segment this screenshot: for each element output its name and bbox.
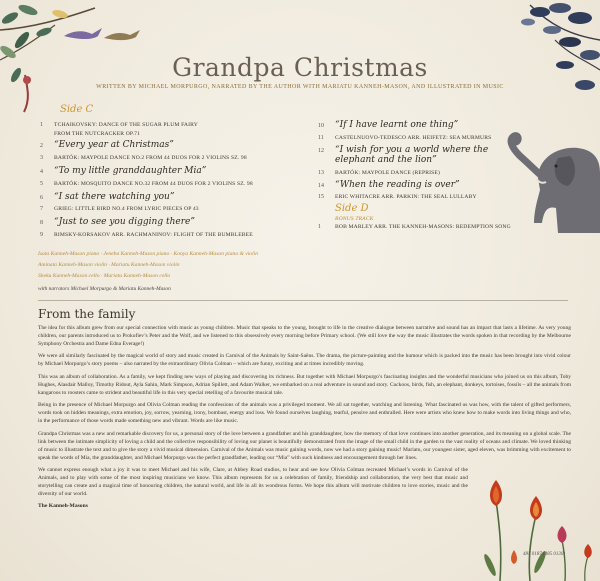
bird-icon [62, 24, 142, 46]
essay-paragraph: The idea for this album grew from our special connection with music as young children. Music that speaks to the young, brought to life in the creative dialogue between narrative and sound has an impact that lasts a lifetime. As very young children, our parents introduced us to Prokofiev’s Peter and the Wolf, and we listened to this obsessively every morning before Primary school. (We still love the way the music illustrates the words spoken in that recording by the Melbourne Symphony Orchestra and Dame Edna Everage!) [38, 325, 571, 347]
track-number: 3 [40, 155, 43, 161]
family-essay [38, 325, 571, 509]
section-divider [38, 300, 568, 301]
bonus-track-label: BONUS TRACK [335, 216, 374, 222]
performer-row: Isata Kanneh-Mason piano · Jeneba Kanneh-Mason piano · Konya Kanneh-Mason piano & violin [38, 251, 258, 257]
essay-paragraph: We were all similarly fascinated by the magical world of story and music created in Carnival of the Animals by Saint-Saëns. The drama, the picture-painting and the humour which is packed into the music has been brought into vivid colour by Michael Morpurgo’s story poems – also narrated by the extraordinary Olivia Colman – which are funny, exciting and at times incredibly moving. [38, 353, 571, 368]
track-title: “If I have learnt one thing” [335, 120, 459, 130]
track-c2 [40, 140, 174, 150]
track-number: 8 [40, 220, 43, 226]
narrators-note: with narrators Michael Morpurgo & Mariatu Kanneh-Mason [38, 286, 171, 292]
album-title: Grandpa Christmas [172, 53, 428, 82]
track-title: RIMSKY-KORSAKOV ARR. RACHMANINOV: FLIGHT OF THE BUMBLEBEE [54, 232, 253, 238]
track-c13 [318, 170, 440, 176]
track-number: 15 [318, 194, 324, 200]
track-number: 6 [40, 195, 43, 201]
side-c-label: Side C [60, 104, 94, 115]
performer-row: Aminata Kanneh-Mason violin · Mariatu Kanneh-Mason violin [38, 262, 180, 268]
track-number: 9 [40, 232, 43, 238]
performers-list [38, 251, 468, 284]
track-title: ERIC WHITACRE ARR. PARKIN: THE SEAL LULLABY [335, 194, 477, 200]
track-number: 1 [40, 122, 43, 128]
track-c7 [40, 206, 199, 212]
credits-line: WRITTEN BY MICHAEL MORPURGO, NARRATED BY THE AUTHOR WITH MARIATU KANNEH-MASON, AND ILLUSTRATED IN MUSIC [96, 84, 504, 90]
track-number: 10 [318, 123, 324, 129]
elephant [498, 118, 600, 233]
track-c9 [40, 232, 253, 238]
essay-paragraph: We cannot express enough what a joy it was to meet Michael and his wife, Clare, at Abbey Road studios, to hear and see how Olivia Colman recreated Michael’s words in Carnival of the Animals, and to play with some of the most inspiring musicians we know. This album represents for us a celebration of family, friendship and collaboration, the very best that music and storytelling can create and a magical time of honouring children, the natural world, and life in all its wondrous forms. We hope this album will motivate children to love stories, music and the diversity of our world. [38, 467, 468, 497]
catalogue-number: 485 0187 (485 0130) [523, 552, 566, 557]
track-c4 [40, 166, 206, 176]
track-c8 [40, 217, 195, 227]
track-c1 [40, 121, 214, 138]
track-title: BARTÓK: MAYPOLE DANCE (REPRISE) [335, 170, 440, 176]
track-number: 13 [318, 170, 324, 176]
track-title: “Every year at Christmas” [54, 140, 174, 150]
track-title: “I sat there watching you” [54, 192, 175, 202]
track-number: 12 [318, 148, 324, 154]
track-title: GRIEG: LITTLE BIRD NO.4 FROM LYRIC PIECES OP 43 [54, 206, 199, 212]
track-number: 2 [40, 143, 43, 149]
track-c6 [40, 192, 174, 202]
track-c5 [40, 181, 253, 187]
track-number: 14 [318, 183, 324, 189]
track-number: 4 [40, 169, 43, 175]
track-c3 [40, 155, 247, 161]
track-title: BARTÓK: MOSQUITO DANCE NO.32 FROM 44 DUOS FOR 2 VIOLINS SZ. 98 [54, 181, 253, 187]
track-title: “When the reading is over” [335, 180, 460, 190]
side-d-label: Side D [335, 203, 369, 214]
track-title: “To my little granddaughter Mia” [54, 166, 207, 176]
track-c10 [318, 120, 458, 130]
track-title: TCHAIKOVSKY: DANCE OF THE SUGAR PLUM FAIRY FROM THE NUTCRACKER OP.71 [54, 122, 198, 137]
track-c14 [318, 180, 460, 190]
track-title: “I wish for you a world where the elephant and the lion” [335, 145, 489, 166]
track-number: 11 [318, 135, 324, 141]
essay-paragraph: This was an album of collaboration. As a family, we kept finding new ways of playing and discovering its richness. But together with Michael Morpurgo’s fascinating insights and the wonderful musicians who joined us on this album, Toby Hughes, Alasdair Malloy, Timothy Ridout, Ayla Sahin, Mark Simpson, Adrian Spillett, and Adam Walker, we embarked on a real adventure in sound and story. Cuckoos, birds, fish, an elephant, donkeys, tortoises, fossils – all the animals from kangaroos to roosters came to strident and beautiful life in this very special retelling of a favourite musical tale. [38, 373, 571, 396]
track-c12 [318, 145, 503, 166]
signoff: The Kanneh-Masons [38, 503, 88, 510]
track-d1 [318, 224, 511, 230]
track-number: 1 [318, 224, 321, 230]
track-c15 [318, 194, 477, 200]
track-title: “Just to see you digging there” [54, 217, 195, 227]
track-number: 7 [40, 206, 43, 212]
track-number: 5 [40, 181, 43, 187]
track-title: BOB MARLEY ARR. THE KANNEH-MASONS: REDEMPTION SONG [335, 224, 511, 230]
track-c11 [318, 135, 491, 141]
essay-paragraph: Being in the presence of Michael Morpurgo and Olivia Colman reading the confessions of the animals was a privileged moment. We all sat together, watching and listening. What fascinated us was how, with the talent of gifted performers, words took on hidden meanings, extra emotion, joy, sorrow, yearning, irony, bombast, energy and loss. We found ourselves laughing, tearful, pensive and enthralled. Here were artists who knew how to make words into living things and who, in the performance of those words made something new and vibrant. Words are like music. [38, 402, 571, 425]
performer-row: Sheku Kanneh-Mason cello · Mariatu Kanneh-Mason cello [38, 273, 171, 279]
track-title: CASTELNUOVO-TEDESCO ARR. HEIFETZ: SEA MURMURS [335, 135, 492, 141]
track-title: BARTÓK: MAYPOLE DANCE NO.2 FROM 44 DUOS FOR 2 VIOLINS SZ. 98 [54, 155, 247, 161]
section-heading: From the family [38, 307, 136, 321]
essay-paragraph: Grandpa Christmas was a new and remarkable discovery for us, a personal story of the love between a grandfather and his granddaughter, how the memory of that love continues into another generation, and its meaning on a global scale. The link between the intimate simplicity of loving a child and the collective responsibility of loving our planet is beautifully demonstrated from the image of the small child in the garden to the vast reality of oceans and climate. We loved thinking of music to illustrate the text and to give the story a vivid musical dimension. Carnival of the Animals was music gaining words, now we had a story gaining music! Mariatu, our youngest sister, aged eleven, was brimming with excitement to speak the words of Mia, the granddaughter, and Michael Morpurgo was the perfect grandfather, leading our “Mia” with such kindness and encouragement through her lines. [38, 430, 571, 461]
